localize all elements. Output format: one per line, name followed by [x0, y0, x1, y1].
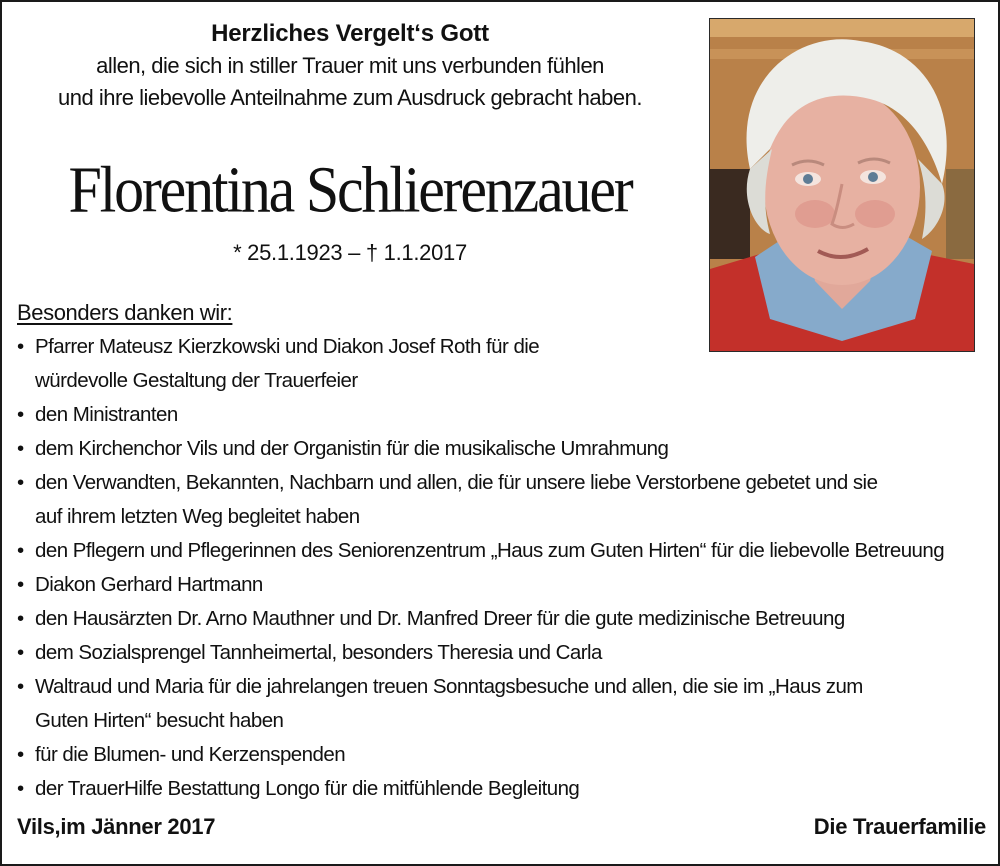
bullet: •: [17, 471, 24, 494]
item-text: den Ministranten: [35, 403, 178, 426]
item-text: für die Blumen- und Kerzenspenden: [35, 743, 346, 766]
bullet: •: [17, 403, 24, 426]
item-text-continued: würdevolle Gestaltung der Trauerfeier: [35, 369, 358, 392]
list-item: [17, 636, 992, 670]
header-title: Herzliches Vergelt‘s Gott: [211, 20, 489, 47]
header-line-2: und ihre liebevolle Anteilnahme zum Ausdruck gebracht haben.: [58, 85, 642, 110]
list-item: [17, 534, 992, 568]
item-text: Diakon Gerhard Hartmann: [35, 573, 263, 596]
bullet: •: [17, 607, 24, 630]
item-text: Waltraud und Maria für die jahrelangen treuen Sonntagsbesuche und allen, die sie im „Haus zum: [35, 675, 863, 698]
list-item: [17, 738, 992, 772]
list-item: [17, 466, 992, 534]
bullet: •: [17, 437, 24, 460]
item-text: den Verwandten, Bekannten, Nachbarn und allen, die für unsere liebe Verstorbene gebetet und sie: [35, 471, 878, 494]
life-dates: * 25.1.1923 – † 1.1.2017: [233, 240, 467, 265]
signature: Die Trauerfamilie: [813, 814, 986, 839]
header: [0, 18, 700, 114]
list-item: [17, 772, 992, 806]
place-and-date: Vils,im Jänner 2017: [17, 814, 216, 839]
item-text: den Pflegern und Pflegerinnen des Seniorenzentrum „Haus zum Guten Hirten“ für die liebevolle Betreuung: [35, 539, 945, 562]
item-text: dem Kirchenchor Vils und der Organistin für die musikalische Umrahmung: [35, 437, 669, 460]
bullet: •: [17, 777, 24, 800]
thanks-list: [17, 330, 992, 806]
header-line-1: allen, die sich in stiller Trauer mit uns verbunden fühlen: [96, 53, 604, 78]
item-text: der TrauerHilfe Bestattung Longo für die mitfühlende Begleitung: [35, 777, 580, 800]
item-text: dem Sozialsprengel Tannheimertal, besonders Theresia und Carla: [35, 641, 602, 664]
item-text-continued: Guten Hirten“ besucht haben: [35, 709, 284, 732]
list-item: [17, 398, 992, 432]
portrait-photo: [709, 18, 975, 352]
bullet: •: [17, 573, 24, 596]
list-item: [17, 670, 992, 738]
bullet: •: [17, 335, 24, 358]
item-text: den Hausärzten Dr. Arno Mauthner und Dr. Manfred Dreer für die gute medizinische Betreuung: [35, 607, 845, 630]
bullet: •: [17, 539, 24, 562]
bullet: •: [17, 675, 24, 698]
list-item: [17, 330, 992, 398]
bullet: •: [17, 641, 24, 664]
list-item: [17, 568, 992, 602]
item-text-continued: auf ihrem letzten Weg begleitet haben: [35, 505, 360, 528]
bullet: •: [17, 743, 24, 766]
deceased-name: Florentina Schlierenzauer: [68, 153, 632, 226]
item-text: Pfarrer Mateusz Kierzkowski und Diakon Josef Roth für die: [35, 335, 540, 358]
thanks-heading: Besonders danken wir:: [17, 300, 233, 325]
list-item: [17, 602, 992, 636]
list-item: [17, 432, 992, 466]
